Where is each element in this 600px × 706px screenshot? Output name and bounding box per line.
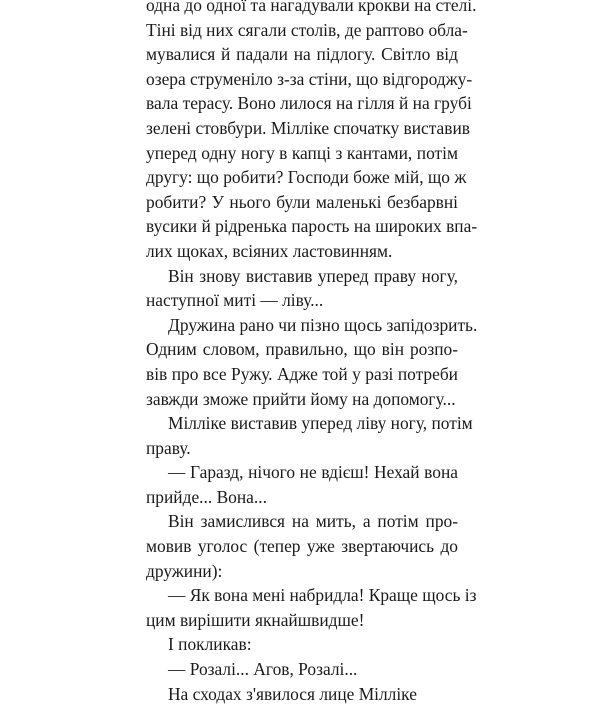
text-line: наступної миті — ліву... xyxy=(146,290,324,311)
text-line: Тіні від них сягали столів, де раптово облa- xyxy=(146,19,468,40)
text-line: мовив уголос (тепер уже звертаючись до xyxy=(146,536,458,557)
text-line: Він замислився на мить, а потім про- xyxy=(168,511,458,532)
text-line: мувалися й падали на підлогу. Світло від xyxy=(146,44,458,65)
text-line: другу: що робити? Господи боже мій, що ж xyxy=(146,167,467,188)
text-line: одна до одної та нагадували крокви на стелі. xyxy=(146,0,477,15)
text-line: Одним словом, правильно, що він розпо- xyxy=(146,339,458,360)
text-line: На сходах з'явилося лице Мілліке xyxy=(168,683,417,704)
text-line: — Як вона мені набридла! Краще щось із xyxy=(168,585,477,606)
text-line: — Гаразд, нічого не вдієш! Нехай вона xyxy=(168,462,458,483)
text-line: озера струменіло з-за стіни, що відгороджу- xyxy=(146,68,473,89)
text-line: праву. xyxy=(146,437,191,458)
body-text xyxy=(146,0,478,706)
text-line: робити? У нього були маленькі безбарвні xyxy=(146,191,458,212)
text-line: вусики й рідренька парость на широких впа- xyxy=(146,216,478,237)
text-line: Мілліке виставив уперед ліву ногу, потім xyxy=(168,413,473,434)
text-line: вів про все Ружу. Адже той у разі потреби xyxy=(146,363,458,384)
text-line: зелені стовбури. Мілліке спочатку виставив xyxy=(146,117,471,138)
text-line: прийде... Вона... xyxy=(146,486,267,507)
text-line: І покликав: xyxy=(168,634,252,655)
text-line: дружини): xyxy=(146,560,223,581)
text-line: лих щоках, всіяних ластовинням. xyxy=(146,240,393,261)
text-line: — Розалі... Агов, Розалі... xyxy=(168,659,358,680)
text-line: уперед одну ногу в капці з кантами, потім xyxy=(146,142,458,163)
text-line: завжди зможе прийти йому на допомогу... xyxy=(146,388,456,409)
text-line: Він знову виставив уперед праву ногу, xyxy=(168,265,458,286)
text-line: вала терасу. Воно лилося на гілля й на грубі xyxy=(146,93,472,114)
text-line: цим вирішити якнайшвидше! xyxy=(146,609,365,630)
text-line: Дружина рано чи пізно щось запідозрить. xyxy=(168,314,478,335)
